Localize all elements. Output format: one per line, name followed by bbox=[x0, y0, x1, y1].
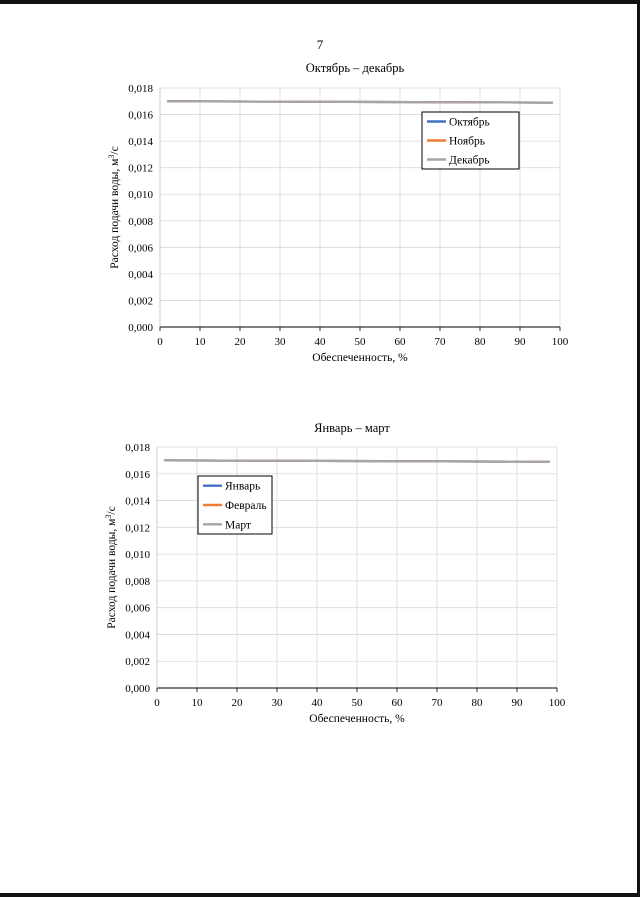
page-number: 7 bbox=[316, 37, 324, 52]
y-tick-label: 0,018 bbox=[125, 442, 150, 454]
y-tick-label: 0,000 bbox=[125, 683, 150, 695]
chart-january-march bbox=[0, 415, 640, 795]
y-axis-label-main: Расход подачи воды, м bbox=[106, 518, 118, 629]
x-tick-label: 0 bbox=[157, 336, 163, 348]
y-tick-label: 0,004 bbox=[125, 629, 150, 642]
y-tick-label: 0,016 bbox=[125, 468, 150, 481]
y-tick-label: 0,002 bbox=[128, 295, 153, 308]
x-tick-label: 50 bbox=[354, 336, 366, 348]
legend-label: Октябрь bbox=[449, 116, 490, 129]
y-tick-label: 0,012 bbox=[128, 162, 153, 175]
y-axis-label-sup: 3 bbox=[103, 514, 113, 519]
x-tick-label: 40 bbox=[314, 336, 326, 348]
legend-label: Январь bbox=[225, 480, 261, 493]
scan-border-top bbox=[0, 0, 640, 4]
legend-label: Декабрь bbox=[449, 154, 490, 167]
scan-border-bottom bbox=[0, 893, 640, 897]
y-tick-label: 0,006 bbox=[125, 602, 150, 615]
y-axis-label-sup: 3 bbox=[106, 154, 116, 159]
y-tick-label: 0,014 bbox=[125, 495, 150, 508]
y-tick-label: 0,010 bbox=[125, 549, 150, 562]
y-tick-label: 0,000 bbox=[128, 322, 153, 334]
x-tick-label: 90 bbox=[511, 697, 523, 709]
x-tick-label: 30 bbox=[271, 697, 283, 709]
chart-title: Январь – март bbox=[314, 421, 390, 435]
y-tick-label: 0,014 bbox=[128, 136, 153, 149]
x-tick-label: 70 bbox=[431, 697, 443, 709]
x-tick-label: 90 bbox=[514, 336, 526, 348]
x-tick-label: 100 bbox=[551, 336, 569, 348]
x-tick-label: 0 bbox=[154, 697, 160, 709]
y-axis-label-main: Расход подачи воды, м bbox=[109, 158, 121, 269]
x-tick-label: 40 bbox=[311, 697, 323, 709]
y-tick-label: 0,004 bbox=[128, 268, 153, 281]
legend-label: Ноябрь bbox=[449, 135, 485, 148]
x-tick-label: 20 bbox=[231, 697, 243, 709]
y-tick-label: 0,018 bbox=[128, 83, 153, 95]
chart-1-svg bbox=[0, 55, 640, 435]
y-axis-label bbox=[107, 146, 122, 268]
x-tick-label: 50 bbox=[351, 697, 363, 709]
x-axis-label: Обеспеченность, % bbox=[309, 713, 405, 725]
y-tick-label: 0,016 bbox=[128, 109, 153, 122]
y-tick-label: 0,006 bbox=[128, 242, 153, 255]
x-tick-label: 100 bbox=[548, 697, 566, 709]
y-axis-label bbox=[104, 506, 119, 628]
y-tick-label: 0,008 bbox=[128, 215, 153, 228]
x-tick-label: 70 bbox=[434, 336, 446, 348]
x-tick-label: 10 bbox=[191, 697, 203, 709]
y-axis-label-tail: /с bbox=[106, 506, 118, 515]
legend-label: Март bbox=[225, 519, 251, 532]
x-tick-label: 10 bbox=[194, 336, 206, 348]
x-tick-label: 20 bbox=[234, 336, 246, 348]
legend-label: Февраль bbox=[225, 500, 267, 512]
y-tick-label: 0,010 bbox=[128, 189, 153, 202]
x-tick-label: 30 bbox=[274, 336, 286, 348]
x-tick-label: 80 bbox=[474, 336, 486, 348]
y-tick-label: 0,008 bbox=[125, 575, 150, 588]
x-tick-label: 60 bbox=[391, 697, 403, 709]
chart-2-svg bbox=[0, 415, 640, 795]
x-tick-label: 80 bbox=[471, 697, 483, 709]
x-tick-label: 60 bbox=[394, 336, 406, 348]
chart-october-december bbox=[0, 55, 640, 435]
chart-title: Октябрь – декабрь bbox=[305, 61, 405, 75]
y-tick-label: 0,002 bbox=[125, 656, 150, 669]
series-line-Март bbox=[165, 460, 549, 461]
x-axis-label: Обеспеченность, % bbox=[312, 352, 408, 364]
y-axis-label-tail: /с bbox=[109, 146, 121, 155]
series-line-Декабрь bbox=[168, 101, 552, 102]
y-tick-label: 0,012 bbox=[125, 522, 150, 535]
